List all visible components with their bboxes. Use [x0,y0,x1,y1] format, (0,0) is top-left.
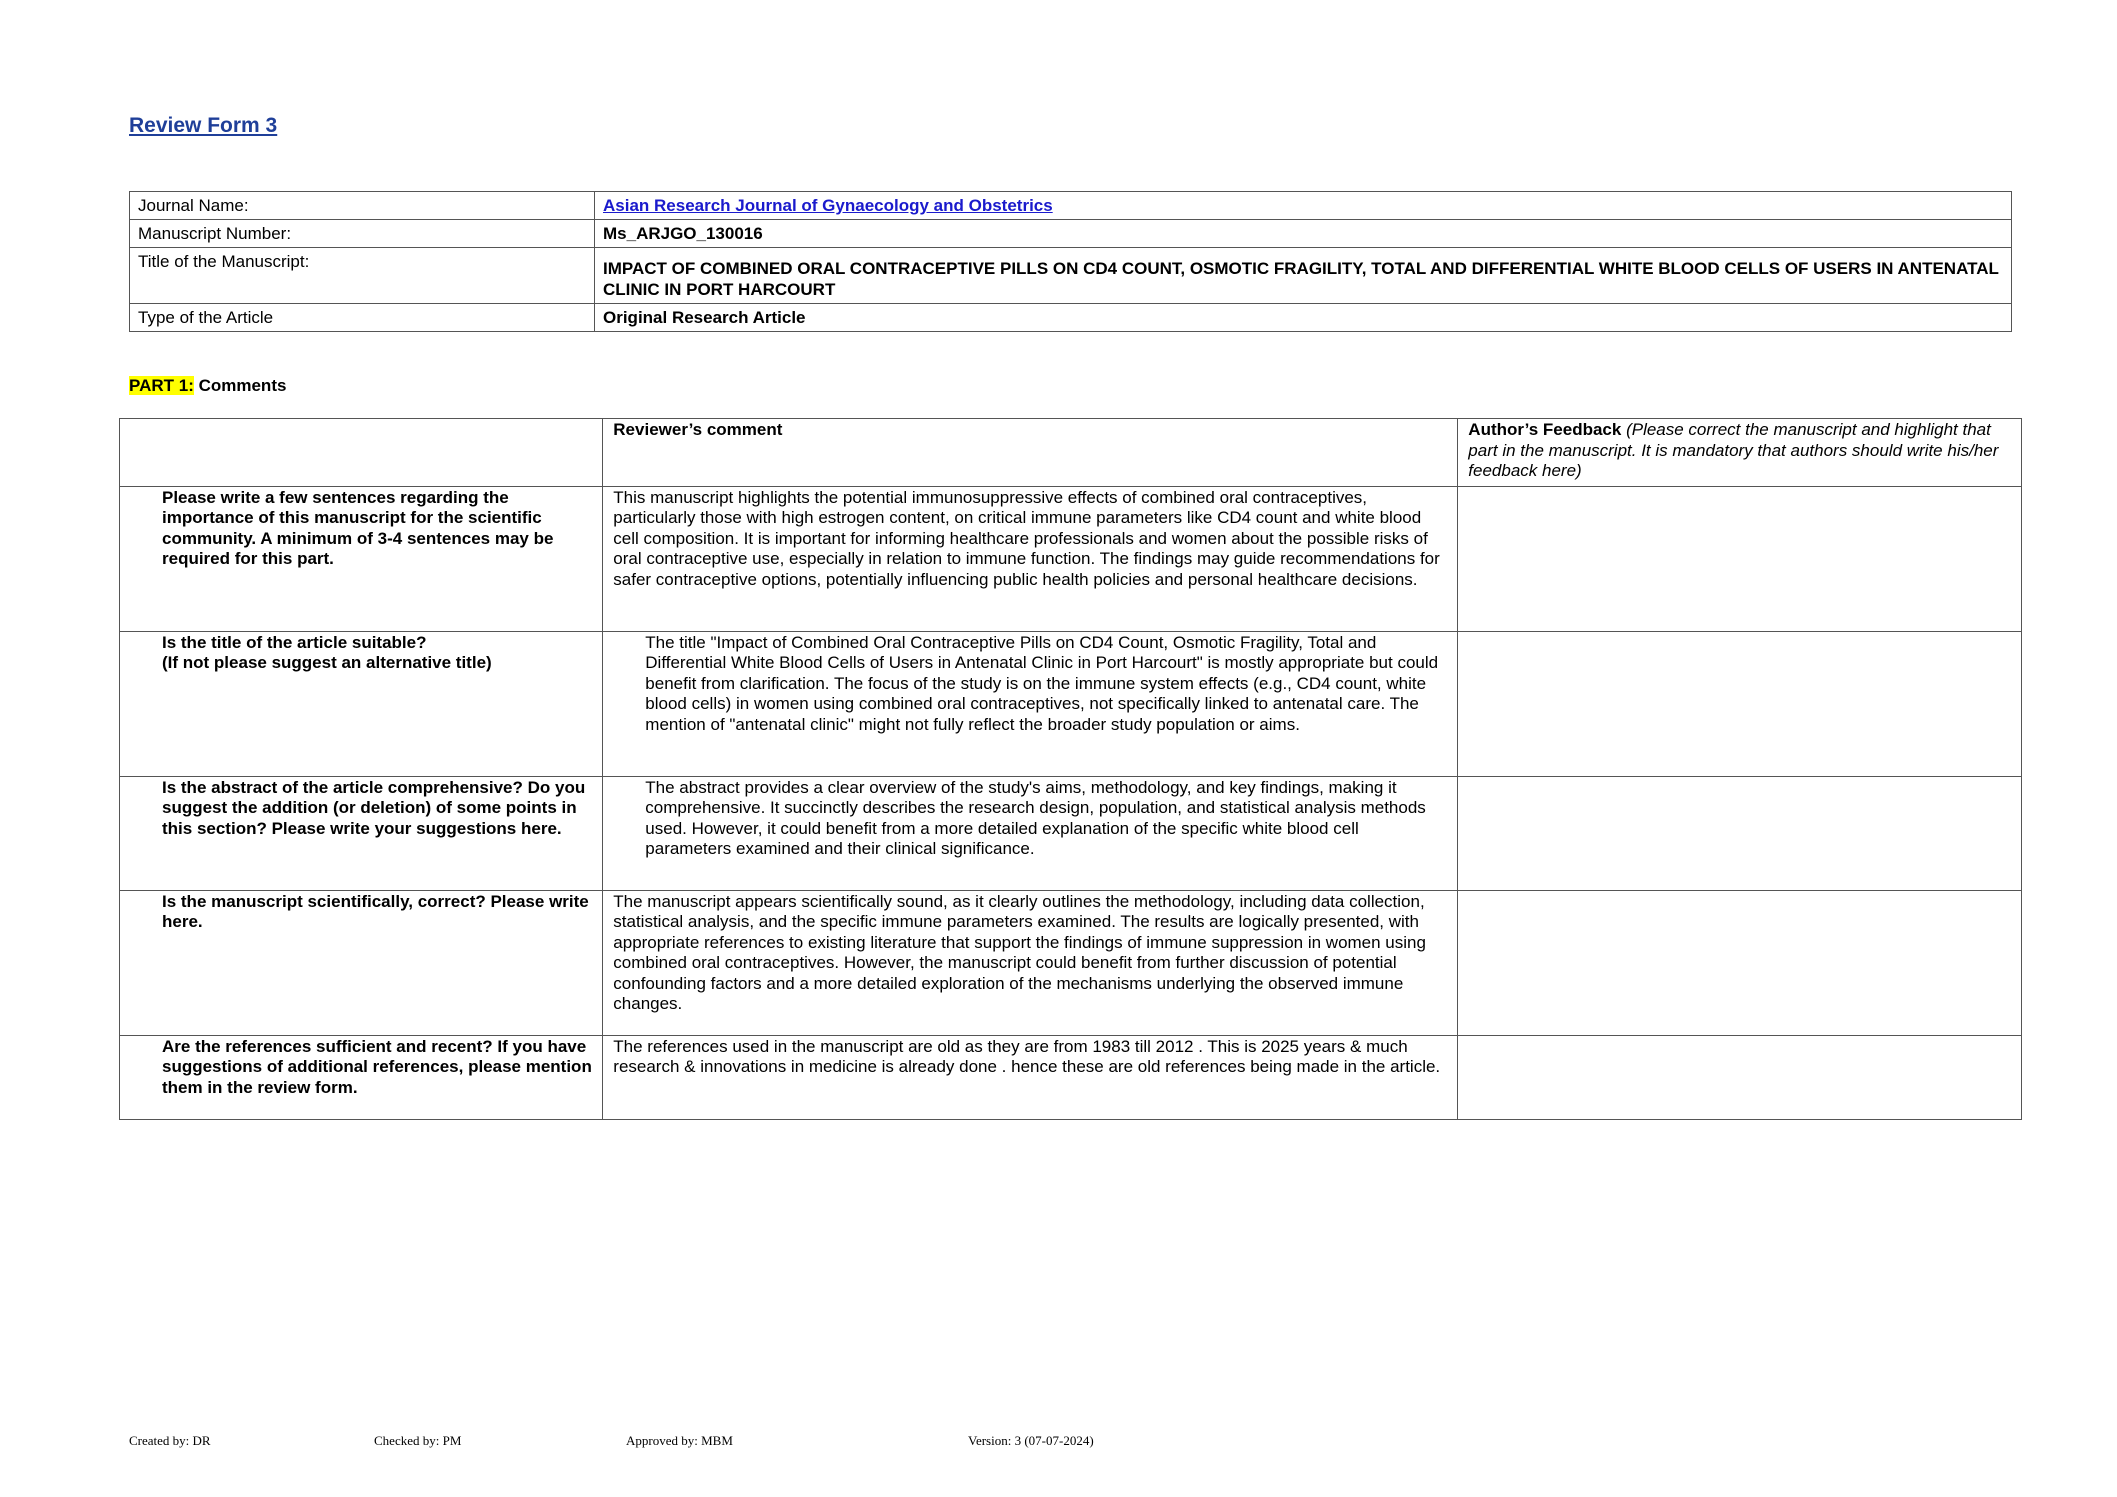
question-scientific: Is the manuscript scientifically, correct? Please write here. [120,890,603,1035]
comment-row [120,776,2022,890]
question-title-suitable: Is the title of the article suitable? (If not please suggest an alternative title) [120,631,603,776]
reviewer-comment: The references used in the manuscript are old as they are from 1983 till 2012 . This is 2025 years & much research & innovations in medicine is already done . hence these are old references being made in the article. [603,1035,1458,1119]
article-type-row [130,304,2012,332]
author-feedback-field[interactable] [1458,890,2022,1035]
comment-row [120,486,2022,631]
comment-row [120,890,2022,1035]
reviewer-comment: This manuscript highlights the potential immunosuppressive effects of combined oral contraceptives, particularly those with high estrogen content, on critical immune parameters like CD4 count and white blood cell composition. It is important for informing healthcare professionals and women about the possible risks of oral contraceptive use, especially in relation to immune function. The findings may guide recommendations for safer contraceptive options, potentially influencing public health policies and personal healthcare decisions. [603,486,1458,631]
manuscript-number-value: Ms_ARJGO_130016 [595,220,2012,248]
journal-row [130,192,2012,220]
comment-row [120,1035,2022,1119]
comment-row [120,631,2022,776]
author-feedback-field[interactable] [1458,631,2022,776]
reviewer-comment: The manuscript appears scientifically sound, as it clearly outlines the methodology, including data collection, statistical analysis, and the specific immune parameters examined. The results are logically presented, with appropriate references to existing literature that support the findings of immune suppression in women using combined oral contraceptives. However, the manuscript could benefit from further discussion of potential confounding factors and a more detailed exploration of the mechanisms underlying the observed immune changes. [603,890,1458,1035]
question-abstract: Is the abstract of the article comprehensive? Do you suggest the addition (or deletion) of some points in this section? Please write your suggestions here. [120,776,603,890]
manuscript-info-table [129,191,2012,332]
header-reviewer-comment: Reviewer’s comment [603,419,1458,487]
comments-header-row [120,419,2022,487]
part1-heading [129,376,286,396]
question-importance: Please write a few sentences regarding the importance of this manuscript for the scientific community. A minimum of 3-4 sentences may be required for this part. [120,486,603,631]
footer-checked: Checked by: PM [374,1433,462,1448]
journal-value-cell [595,192,2012,220]
reviewer-comment: The abstract provides a clear overview of the study's aims, methodology, and key findings, making it comprehensive. It succinctly describes the research design, population, and statistical analysis methods used. However, it could benefit from a more detailed explanation of the specific white blood cell parameters examined and their clinical significance. [603,776,1458,890]
header-author-feedback [1458,419,2022,487]
journal-link[interactable]: Asian Research Journal of Gynaecology and Obstetrics [603,196,1053,215]
form-title[interactable]: Review Form 3 [129,114,278,137]
manuscript-title-value: IMPACT OF COMBINED ORAL CONTRACEPTIVE PILLS ON CD4 COUNT, OSMOTIC FRAGILITY, TOTAL AND DIFFERENTIAL WHITE BLOOD CELLS OF USERS IN ANTENATAL CLINIC IN PORT HARCOURT [595,248,2012,304]
part1-tag: PART 1: [129,376,194,395]
header-question-cell [120,419,603,487]
journal-label: Journal Name: [130,192,595,220]
manuscript-number-label: Manuscript Number: [130,220,595,248]
question-references: Are the references sufficient and recent? If you have suggestions of additional references, please mention them in the review form. [120,1035,603,1119]
manuscript-number-row [130,220,2012,248]
author-feedback-title: Author’s Feedback [1468,420,1622,439]
footer-version: Version: 3 (07-07-2024) [968,1433,1094,1448]
manuscript-title-label: Title of the Manuscript: [130,248,595,304]
author-feedback-field[interactable] [1458,486,2022,631]
footer-created: Created by: DR [129,1433,211,1448]
part1-title: Comments [193,376,287,395]
author-feedback-field[interactable] [1458,776,2022,890]
author-feedback-instruction: (Please correct the manuscript and highlight that part in the manuscript. It is mandatory that authors should write his/her feedback here) [1468,420,1999,480]
manuscript-title-row [130,248,2012,304]
author-feedback-field[interactable] [1458,1035,2022,1119]
article-type-label: Type of the Article [130,304,595,332]
footer-approved: Approved by: MBM [626,1433,733,1448]
reviewer-comment: The title "Impact of Combined Oral Contraceptive Pills on CD4 Count, Osmotic Fragility, Total and Differential White Blood Cells of Users in Antenatal Clinic in Port Harcourt" is mostly appropriate but could benefit from clarification. The focus of the study is on the immune system effects (e.g., CD4 count, white blood cells) in women using combined oral contraceptives, not specifically linked to antenatal care. The mention of "antenatal clinic" might not fully reflect the broader study population or aims. [603,631,1458,776]
comments-table [119,418,2022,1120]
article-type-value: Original Research Article [595,304,2012,332]
